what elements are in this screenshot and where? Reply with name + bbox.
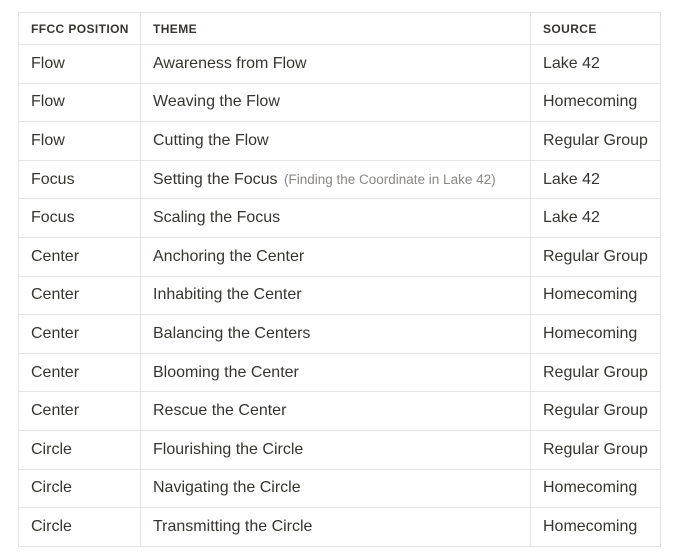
table-row (19, 83, 661, 122)
cell-position: Focus (19, 199, 141, 238)
themes-table (18, 12, 661, 547)
cell-source: Regular Group (531, 392, 661, 431)
cell-source: Regular Group (531, 237, 661, 276)
cell-position: Circle (19, 508, 141, 547)
cell-position: Flow (19, 83, 141, 122)
table-row (19, 469, 661, 508)
cell-position: Center (19, 276, 141, 315)
theme-text: Scaling the Focus (153, 209, 281, 227)
theme-text: Weaving the Flow (153, 93, 280, 111)
cell-theme (141, 160, 531, 199)
cell-source: Homecoming (531, 83, 661, 122)
cell-source: Homecoming (531, 315, 661, 354)
table-header-row (19, 13, 661, 45)
table-row (19, 430, 661, 469)
table-row (19, 160, 661, 199)
cell-theme (141, 392, 531, 431)
theme-note: (Finding the Coordinate in Lake 42) (283, 171, 496, 187)
cell-position: Center (19, 237, 141, 276)
cell-theme (141, 469, 531, 508)
cell-source: Regular Group (531, 353, 661, 392)
header-ffcc-position: FFCC POSITION (19, 13, 141, 45)
header-source: SOURCE (531, 13, 661, 45)
cell-theme (141, 45, 531, 84)
cell-position: Center (19, 353, 141, 392)
theme-text: Transmitting the Circle (153, 517, 313, 535)
cell-position: Center (19, 392, 141, 431)
theme-text: Setting the Focus (153, 170, 278, 188)
header-theme: THEME (141, 13, 531, 45)
table-row (19, 45, 661, 84)
cell-theme (141, 83, 531, 122)
cell-source: Homecoming (531, 276, 661, 315)
cell-theme (141, 353, 531, 392)
table-row (19, 392, 661, 431)
table-row (19, 353, 661, 392)
table-row (19, 315, 661, 354)
cell-source: Lake 42 (531, 160, 661, 199)
cell-theme (141, 276, 531, 315)
table-row (19, 122, 661, 161)
cell-source: Homecoming (531, 469, 661, 508)
theme-text: Blooming the Center (153, 363, 299, 381)
cell-theme (141, 315, 531, 354)
theme-text: Awareness from Flow (153, 54, 307, 72)
cell-source: Homecoming (531, 508, 661, 547)
theme-text: Cutting the Flow (153, 131, 269, 149)
table-row (19, 199, 661, 238)
cell-source: Regular Group (531, 430, 661, 469)
theme-text: Rescue the Center (153, 402, 287, 420)
cell-position: Circle (19, 430, 141, 469)
cell-source: Lake 42 (531, 45, 661, 84)
cell-position: Center (19, 315, 141, 354)
cell-theme (141, 122, 531, 161)
cell-theme (141, 508, 531, 547)
theme-text: Navigating the Circle (153, 479, 301, 497)
cell-theme (141, 237, 531, 276)
themes-table-container (18, 12, 661, 547)
cell-position: Circle (19, 469, 141, 508)
table-row (19, 508, 661, 547)
theme-text: Inhabiting the Center (153, 286, 302, 304)
table-row (19, 237, 661, 276)
cell-source: Regular Group (531, 122, 661, 161)
theme-text: Flourishing the Circle (153, 440, 304, 458)
cell-position: Flow (19, 45, 141, 84)
theme-text: Anchoring the Center (153, 247, 305, 265)
cell-position: Focus (19, 160, 141, 199)
table-row (19, 276, 661, 315)
cell-theme (141, 430, 531, 469)
cell-theme (141, 199, 531, 238)
cell-position: Flow (19, 122, 141, 161)
theme-text: Balancing the Centers (153, 324, 311, 342)
cell-source: Lake 42 (531, 199, 661, 238)
